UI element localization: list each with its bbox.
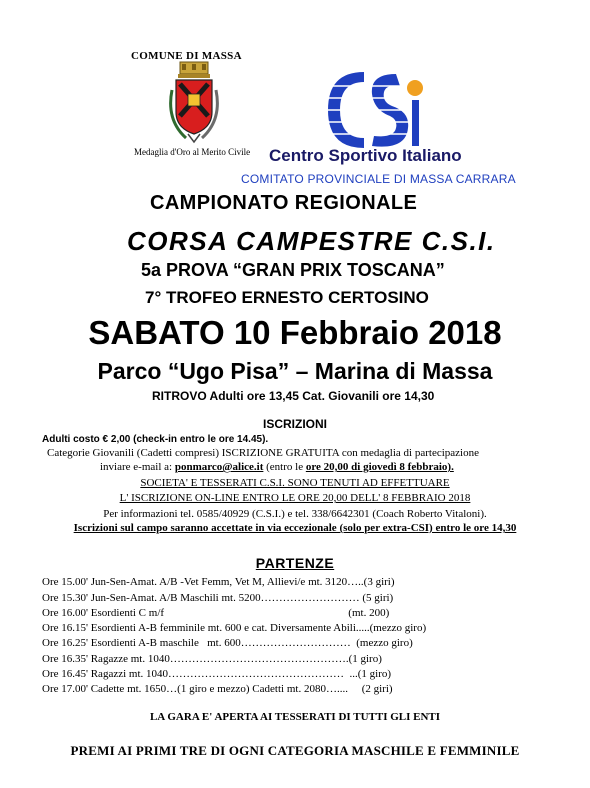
- partenze-title: PARTENZE: [255, 555, 335, 571]
- giovanili-text: Categorie Giovanili (Cadetti compresi) ISCRIZIONE GRATUITA con medaglia di partecipazione: [47, 447, 479, 459]
- title-prova: 5a PROVA “GRAN PRIX TOSCANA”: [141, 260, 445, 280]
- partenza-row: Ore 16.45' Ragazzi mt. 1040………………………………………… ...(1 giro): [42, 668, 392, 680]
- event-date: SABATO 10 Febbraio 2018: [88, 314, 502, 351]
- partenza-row: Ore 16.00' Esordienti C m/f (mt. 200): [42, 607, 390, 619]
- email-line: [100, 461, 454, 473]
- partenza-row: Ore 15.30' Jun-Sen-Amat. A/B Maschili mt. 5200……………………… (5 giri): [42, 592, 394, 604]
- gara-aperta-text: LA GARA E' APERTA AI TESSERATI DI TUTTI GLI ENTI: [149, 711, 441, 723]
- deadline-text: ore 20,00 di giovedì 8 febbraio).: [305, 461, 454, 473]
- email-prefix: inviare e-mail a:: [100, 461, 175, 473]
- ritrovo-text: RITROVO Adulti ore 13,45 Cat. Giovanili ore 14,30: [152, 389, 435, 403]
- iscrizioni-title: ISCRIZIONI: [262, 417, 327, 431]
- comune-name: COMUNE DI MASSA: [131, 50, 242, 62]
- adulti-cost: Adulti costo € 2,00 (check-in entro le ore 14.45).: [42, 434, 269, 445]
- title-corsa: CORSA CAMPESTRE C.S.I.: [127, 226, 496, 256]
- title-campionato: CAMPIONATO REGIONALE: [150, 192, 418, 214]
- premi-text: PREMI AI PRIMI TRE DI OGNI CATEGORIA MASCHILE E FEMMINILE: [70, 743, 520, 758]
- coat-of-arms-icon: [166, 60, 222, 144]
- org-name: Centro Sportivo Italiano: [269, 146, 462, 165]
- partenza-row: Ore 16.25' Esordienti A-B maschile mt. 600………………………… (mezzo giro): [42, 637, 413, 649]
- csi-logo-icon: [318, 66, 426, 152]
- medal-caption: Medaglia d'Oro al Merito Civile: [134, 147, 251, 157]
- partenza-row: Ore 16.35' Ragazze mt. 1040………………………………………….(1 giro): [42, 653, 382, 665]
- email-mid: (entro le: [263, 461, 306, 473]
- info-text: Per informazioni tel. 0585/40929 (C.S.I.) e tel. 338/6642301 (Coach Roberto Vitaloni).: [103, 508, 487, 520]
- title-trofeo: 7° TROFEO ERNESTO CERTOSINO: [145, 288, 429, 307]
- email-link[interactable]: ponmarco@alice.it: [174, 461, 264, 473]
- partenza-row: Ore 15.00' Jun-Sen-Amat. A/B -Vet Femm, Vet M, Allievi/e mt. 3120…..(3 giri): [42, 576, 395, 588]
- campo-text: Iscrizioni sul campo saranno accettate in via eccezionale (solo per extra-CSI) entro le ore 14,30: [73, 522, 517, 534]
- partenza-row: Ore 17.00' Cadette mt. 1650…(1 giro e mezzo) Cadetti mt. 2080….... (2 giri): [42, 683, 393, 695]
- online-text: L' ISCRIZIONE ON-LINE ENTRO LE ORE 20,00 DELL' 8 FEBBRAIO 2018: [119, 492, 471, 504]
- comitato-text: COMITATO PROVINCIALE DI MASSA CARRARA: [241, 172, 516, 186]
- societa-text: SOCIETA' E TESSERATI C.S.I. SONO TENUTI AD EFFETTUARE: [140, 477, 450, 489]
- event-place: Parco “Ugo Pisa” – Marina di Massa: [97, 358, 493, 384]
- partenza-row: Ore 16.15' Esordienti A-B femminile mt. 600 e cat. Diversamente Abili.....(mezzo giro): [42, 622, 427, 634]
